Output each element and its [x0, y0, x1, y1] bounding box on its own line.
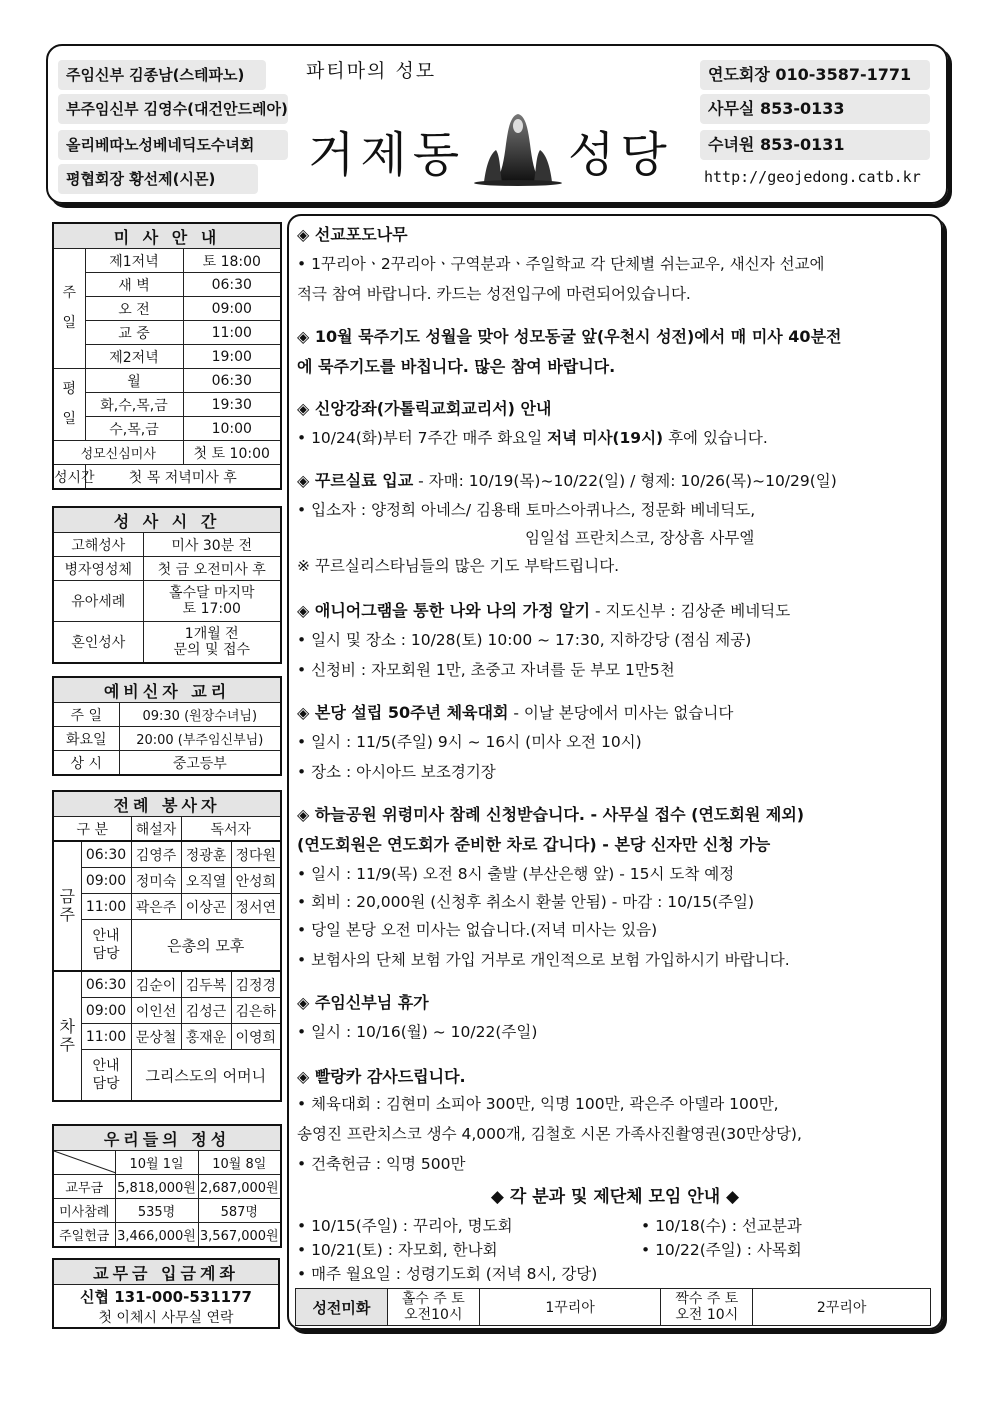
liturgy-person: 김정경 — [231, 971, 281, 998]
mass-title: 미 사 안 내 — [53, 223, 281, 249]
account-number: 신협 131-000-531177 — [53, 1285, 279, 1308]
sacrament-name: 병자영성체 — [53, 557, 143, 581]
notice-heading: ◈ 꾸르실료 입교 - 자매: 10/19(목)~10/22(일) / 형제: 10/26(목)~10/29(일) — [297, 471, 837, 490]
mass-name: 교 중 — [85, 321, 183, 345]
this-week-label: 금 주 — [53, 841, 81, 971]
liturgy-person: 정광훈 — [181, 841, 231, 868]
notice-text: • 회비 : 20,000원 (신청후 취소시 환불 안됨) - 마감 : 10/15(주일) — [297, 893, 755, 911]
class-day: 상 시 — [53, 751, 119, 776]
offering-value: 587명 — [198, 1199, 281, 1223]
class-day: 주 일 — [53, 703, 119, 727]
mass-name: 월 — [85, 369, 183, 393]
liturgy-person: 정미숙 — [131, 868, 181, 894]
notice-text: • 입소자 : 양정희 아네스/ 김용태 토마스아퀴나스, 정문화 베네딕도, — [297, 501, 756, 519]
sacrament-time: 홀수달 마지막 토 17:00 — [143, 581, 281, 622]
liturgy-col-category: 구 분 — [53, 817, 131, 842]
account-table — [52, 1258, 280, 1329]
liturgy-col-reader: 독서자 — [181, 817, 281, 842]
offering-value: 3,466,000원 — [115, 1223, 198, 1248]
notice-heading: ◈ 빨랑카 감사드립니다. — [297, 1067, 466, 1086]
mass-name: 수,목,금 — [85, 417, 183, 441]
notice-text: • 10/24(화)부터 7주간 매주 화요일 저녁 미사(19시) 후에 있습니다. — [297, 429, 768, 447]
liturgy-time: 09:00 — [81, 998, 131, 1024]
notice-text: 임일섭 프란치스코, 장상흠 사무엘 — [525, 529, 755, 547]
liturgy-person: 홍재운 — [181, 1024, 231, 1050]
offering-date: 10월 8일 — [198, 1151, 281, 1175]
sacrament-name: 혼인성사 — [53, 622, 143, 664]
liturgy-person: 곽은주 — [131, 894, 181, 920]
liturgy-person: 정서연 — [231, 894, 281, 920]
offering-value: 2,687,000원 — [198, 1175, 281, 1199]
class-time: 20:00 (부주임신부님) — [119, 727, 281, 751]
assistant-pastor-label: 부주임신부 김영수(대건안드레아) — [58, 94, 288, 124]
notice-heading: ◈ 하늘공원 위령미사 참례 신청받습니다. - 사무실 접수 (연도회원 제외) — [297, 805, 805, 824]
bulletin-header — [46, 44, 948, 204]
liturgy-person: 김은하 — [231, 998, 281, 1024]
liturgy-person: 이영희 — [231, 1024, 281, 1050]
praying-figures-logo-icon — [472, 110, 564, 186]
notice-text: • 일시 및 장소 : 10/28(토) 10:00 ~ 17:30, 지하강당 (점심 제공) — [297, 631, 752, 649]
meeting-item: • 10/15(주일) : 꾸리아, 명도회 — [297, 1217, 513, 1235]
next-week-label: 차 주 — [53, 971, 81, 1101]
liturgy-servers-table — [52, 790, 282, 1102]
notice-text: • 당일 본당 오전 미사는 없습니다.(저녁 미사는 있음) — [297, 921, 658, 939]
diagonal-header-cell — [53, 1151, 115, 1175]
notice-text: 송영진 프란치스코 생수 4,000개, 김철호 시몬 가족사진촬영권(30만상당), — [297, 1125, 802, 1143]
offering-value: 535명 — [115, 1199, 198, 1223]
mass-name: 제2저녁 — [85, 345, 183, 369]
guide-label: 안내 담당 — [81, 1050, 131, 1102]
liturgy-person: 김순이 — [131, 971, 181, 998]
weekday-label: 평 일 — [53, 369, 85, 441]
notice-text: • 신청비 : 자모회원 1만, 초중고 자녀를 둔 부모 1만5천 — [297, 661, 675, 679]
offering-value: 3,567,000원 — [198, 1223, 281, 1248]
convent-contact: 수녀원 853-0131 — [700, 130, 930, 160]
notice-text: • 건축헌금 : 익명 500만 — [297, 1155, 466, 1173]
parish-subtitle: 파티마의 성모 — [306, 60, 437, 82]
guide-group: 그리스도의 어머니 — [131, 1050, 281, 1102]
notice-text: • 장소 : 아시아드 보조경기장 — [297, 763, 496, 781]
liturgy-col-commentator: 해설자 — [131, 817, 181, 842]
sunday-label: 주 일 — [53, 249, 85, 369]
mass-name: 오 전 — [85, 297, 183, 321]
notice-text: 적극 참여 바랍니다. 카드는 성전입구에 마련되어있습니다. — [297, 285, 691, 303]
sacrament-time: 1개월 전 문의 및 접수 — [143, 622, 281, 664]
offering-title: 우리들의 정성 — [53, 1125, 281, 1151]
mass-time: 첫 목 저녁미사 후 — [85, 465, 281, 490]
notice-heading: ◈ 본당 설립 50주년 체육대회 - 이날 본당에서 미사는 없습니다 — [297, 703, 734, 722]
parish-name-part2: 성당 — [568, 127, 673, 183]
notice-text: • 체육대회 : 김현미 소피아 300만, 익명 100만, 곽은주 아델라 100만, — [297, 1095, 779, 1113]
catechumen-title: 예비신자 교리 — [53, 677, 281, 703]
notice-heading: ◈ 선교포도나무 — [297, 225, 408, 244]
sacrament-title: 성 사 시 간 — [53, 507, 281, 533]
mass-name: 성시간 — [53, 465, 85, 490]
offering-date: 10월 1일 — [115, 1151, 198, 1175]
diagonal-line-icon — [54, 1151, 116, 1173]
notice-heading: ◈ 주임신부님 휴가 — [297, 993, 429, 1012]
offering-name: 미사참례 — [53, 1199, 115, 1223]
sacrament-time: 첫 금 오전미사 후 — [143, 557, 281, 581]
offering-table — [52, 1124, 282, 1248]
liturgy-person: 김성근 — [181, 998, 231, 1024]
notice-text: • 일시 : 11/9(목) 오전 8시 출발 (부산은행 앞) - 15시 도착 예정 — [297, 865, 735, 883]
mass-name: 새 벽 — [85, 273, 183, 297]
liturgy-person: 이상곤 — [181, 894, 231, 920]
even-week-label: 짝수 주 토 오전 10시 — [661, 1289, 753, 1326]
sacrament-time: 미사 30분 전 — [143, 533, 281, 557]
meeting-schedule-title: ◆ 각 분과 및 제단체 모임 안내 ◆ — [490, 1187, 740, 1207]
notice-heading: ◈ 신앙강좌(가톨릭교회교리서) 안내 — [297, 399, 552, 418]
mass-time: 06:30 — [183, 369, 281, 393]
odd-week-label: 홀수 주 토 오전10시 — [387, 1289, 479, 1326]
liturgy-person: 이인선 — [131, 998, 181, 1024]
liturgy-person: 문상철 — [131, 1024, 181, 1050]
meeting-item: • 매주 월요일 : 성령기도회 (저녁 8시, 강당) — [297, 1265, 598, 1283]
liturgy-time: 11:00 — [81, 894, 131, 920]
liturgy-time: 09:00 — [81, 868, 131, 894]
guide-label: 안내 담당 — [81, 920, 131, 972]
notice-heading: ◈ 10월 묵주기도 성월을 맞아 성모동굴 앞(우천시 성전)에서 매 미사 40분전 — [297, 327, 842, 346]
liturgy-title: 전례 봉사자 — [53, 791, 281, 817]
cleaning-label: 성전미화 — [296, 1289, 388, 1326]
requiem-contact: 연도회장 010-3587-1771 — [700, 60, 930, 90]
notice-text: ※ 꾸르실리스타님들의 많은 기도 부탁드립니다. — [297, 557, 620, 575]
mass-name: 제1저녁 — [85, 249, 183, 273]
liturgy-person: 김두복 — [181, 971, 231, 998]
odd-week-group: 1꾸리아 — [479, 1289, 661, 1326]
offering-name: 주일헌금 — [53, 1223, 115, 1248]
office-contact: 사무실 853-0133 — [700, 94, 930, 124]
mass-time: 11:00 — [183, 321, 281, 345]
sisters-label: 올리베따노성베네딕도수녀회 — [58, 130, 288, 160]
mass-time: 첫 토 10:00 — [183, 441, 281, 465]
offering-name: 교무금 — [53, 1175, 115, 1199]
notice-heading: (연도회원은 연도회가 준비한 차로 갑니다) - 본당 신자만 신청 가능 — [297, 835, 771, 854]
mass-time: 토 18:00 — [183, 249, 281, 273]
class-day: 화요일 — [53, 727, 119, 751]
mass-name: 성모신심미사 — [53, 441, 183, 465]
account-title: 교무금 입금계좌 — [53, 1259, 279, 1285]
liturgy-person: 안성희 — [231, 868, 281, 894]
guide-group: 은총의 모후 — [131, 920, 281, 972]
notice-heading: ◈ 애니어그램을 통한 나와 나의 가정 알기 - 지도신부 : 김상준 베네딕도 — [297, 601, 791, 620]
liturgy-time: 06:30 — [81, 841, 131, 868]
mass-time: 10:00 — [183, 417, 281, 441]
sanctuary-cleaning-table — [295, 1288, 931, 1326]
notices-panel — [287, 214, 943, 1330]
mass-time: 19:30 — [183, 393, 281, 417]
notice-text: • 일시 : 10/16(월) ~ 10/22(주일) — [297, 1023, 538, 1041]
meeting-item: • 10/21(토) : 자모회, 한나회 — [297, 1241, 498, 1259]
notice-text: • 보험사의 단체 보험 가입 거부로 개인적으로 보험 가입하시기 바랍니다. — [297, 951, 790, 969]
mass-time: 09:00 — [183, 297, 281, 321]
mass-time: 06:30 — [183, 273, 281, 297]
notice-heading: 에 묵주기도를 바칩니다. 많은 참여 바랍니다. — [297, 357, 616, 376]
mass-time: 19:00 — [183, 345, 281, 369]
offering-value: 5,818,000원 — [115, 1175, 198, 1199]
class-time: 09:30 (원장수녀님) — [119, 703, 281, 727]
liturgy-time: 06:30 — [81, 971, 131, 998]
catechumen-table — [52, 676, 282, 776]
parish-name-part1: 거제동 — [308, 127, 466, 183]
council-president-label: 평협회장 황선제(시몬) — [58, 164, 258, 194]
mass-schedule-table — [52, 222, 282, 490]
sacrament-table — [52, 506, 282, 664]
meeting-item: • 10/22(주일) : 사목회 — [641, 1241, 802, 1259]
account-note: 첫 이체시 사무실 연락 — [53, 1307, 279, 1328]
liturgy-time: 11:00 — [81, 1024, 131, 1050]
mass-name: 화,수,목,금 — [85, 393, 183, 417]
liturgy-person: 김영주 — [131, 841, 181, 868]
website-link[interactable]: http://geojedong.catb.kr — [704, 168, 921, 186]
pastor-label: 주임신부 김종남(스테파노) — [58, 60, 266, 90]
liturgy-person: 정다원 — [231, 841, 281, 868]
notice-text: • 일시 : 11/5(주일) 9시 ~ 16시 (미사 오전 10시) — [297, 733, 642, 751]
sacrament-name: 유아세례 — [53, 581, 143, 622]
notice-text: • 1꾸리아ㆍ2꾸리아ㆍ구역분과ㆍ주일학교 각 단체별 쉬는교우, 새신자 선교에 — [297, 255, 825, 273]
sacrament-name: 고해성사 — [53, 533, 143, 557]
liturgy-person: 오직열 — [181, 868, 231, 894]
even-week-group: 2꾸리아 — [753, 1289, 931, 1326]
meeting-item: • 10/18(수) : 선교분과 — [641, 1217, 802, 1235]
class-time: 중고등부 — [119, 751, 281, 776]
